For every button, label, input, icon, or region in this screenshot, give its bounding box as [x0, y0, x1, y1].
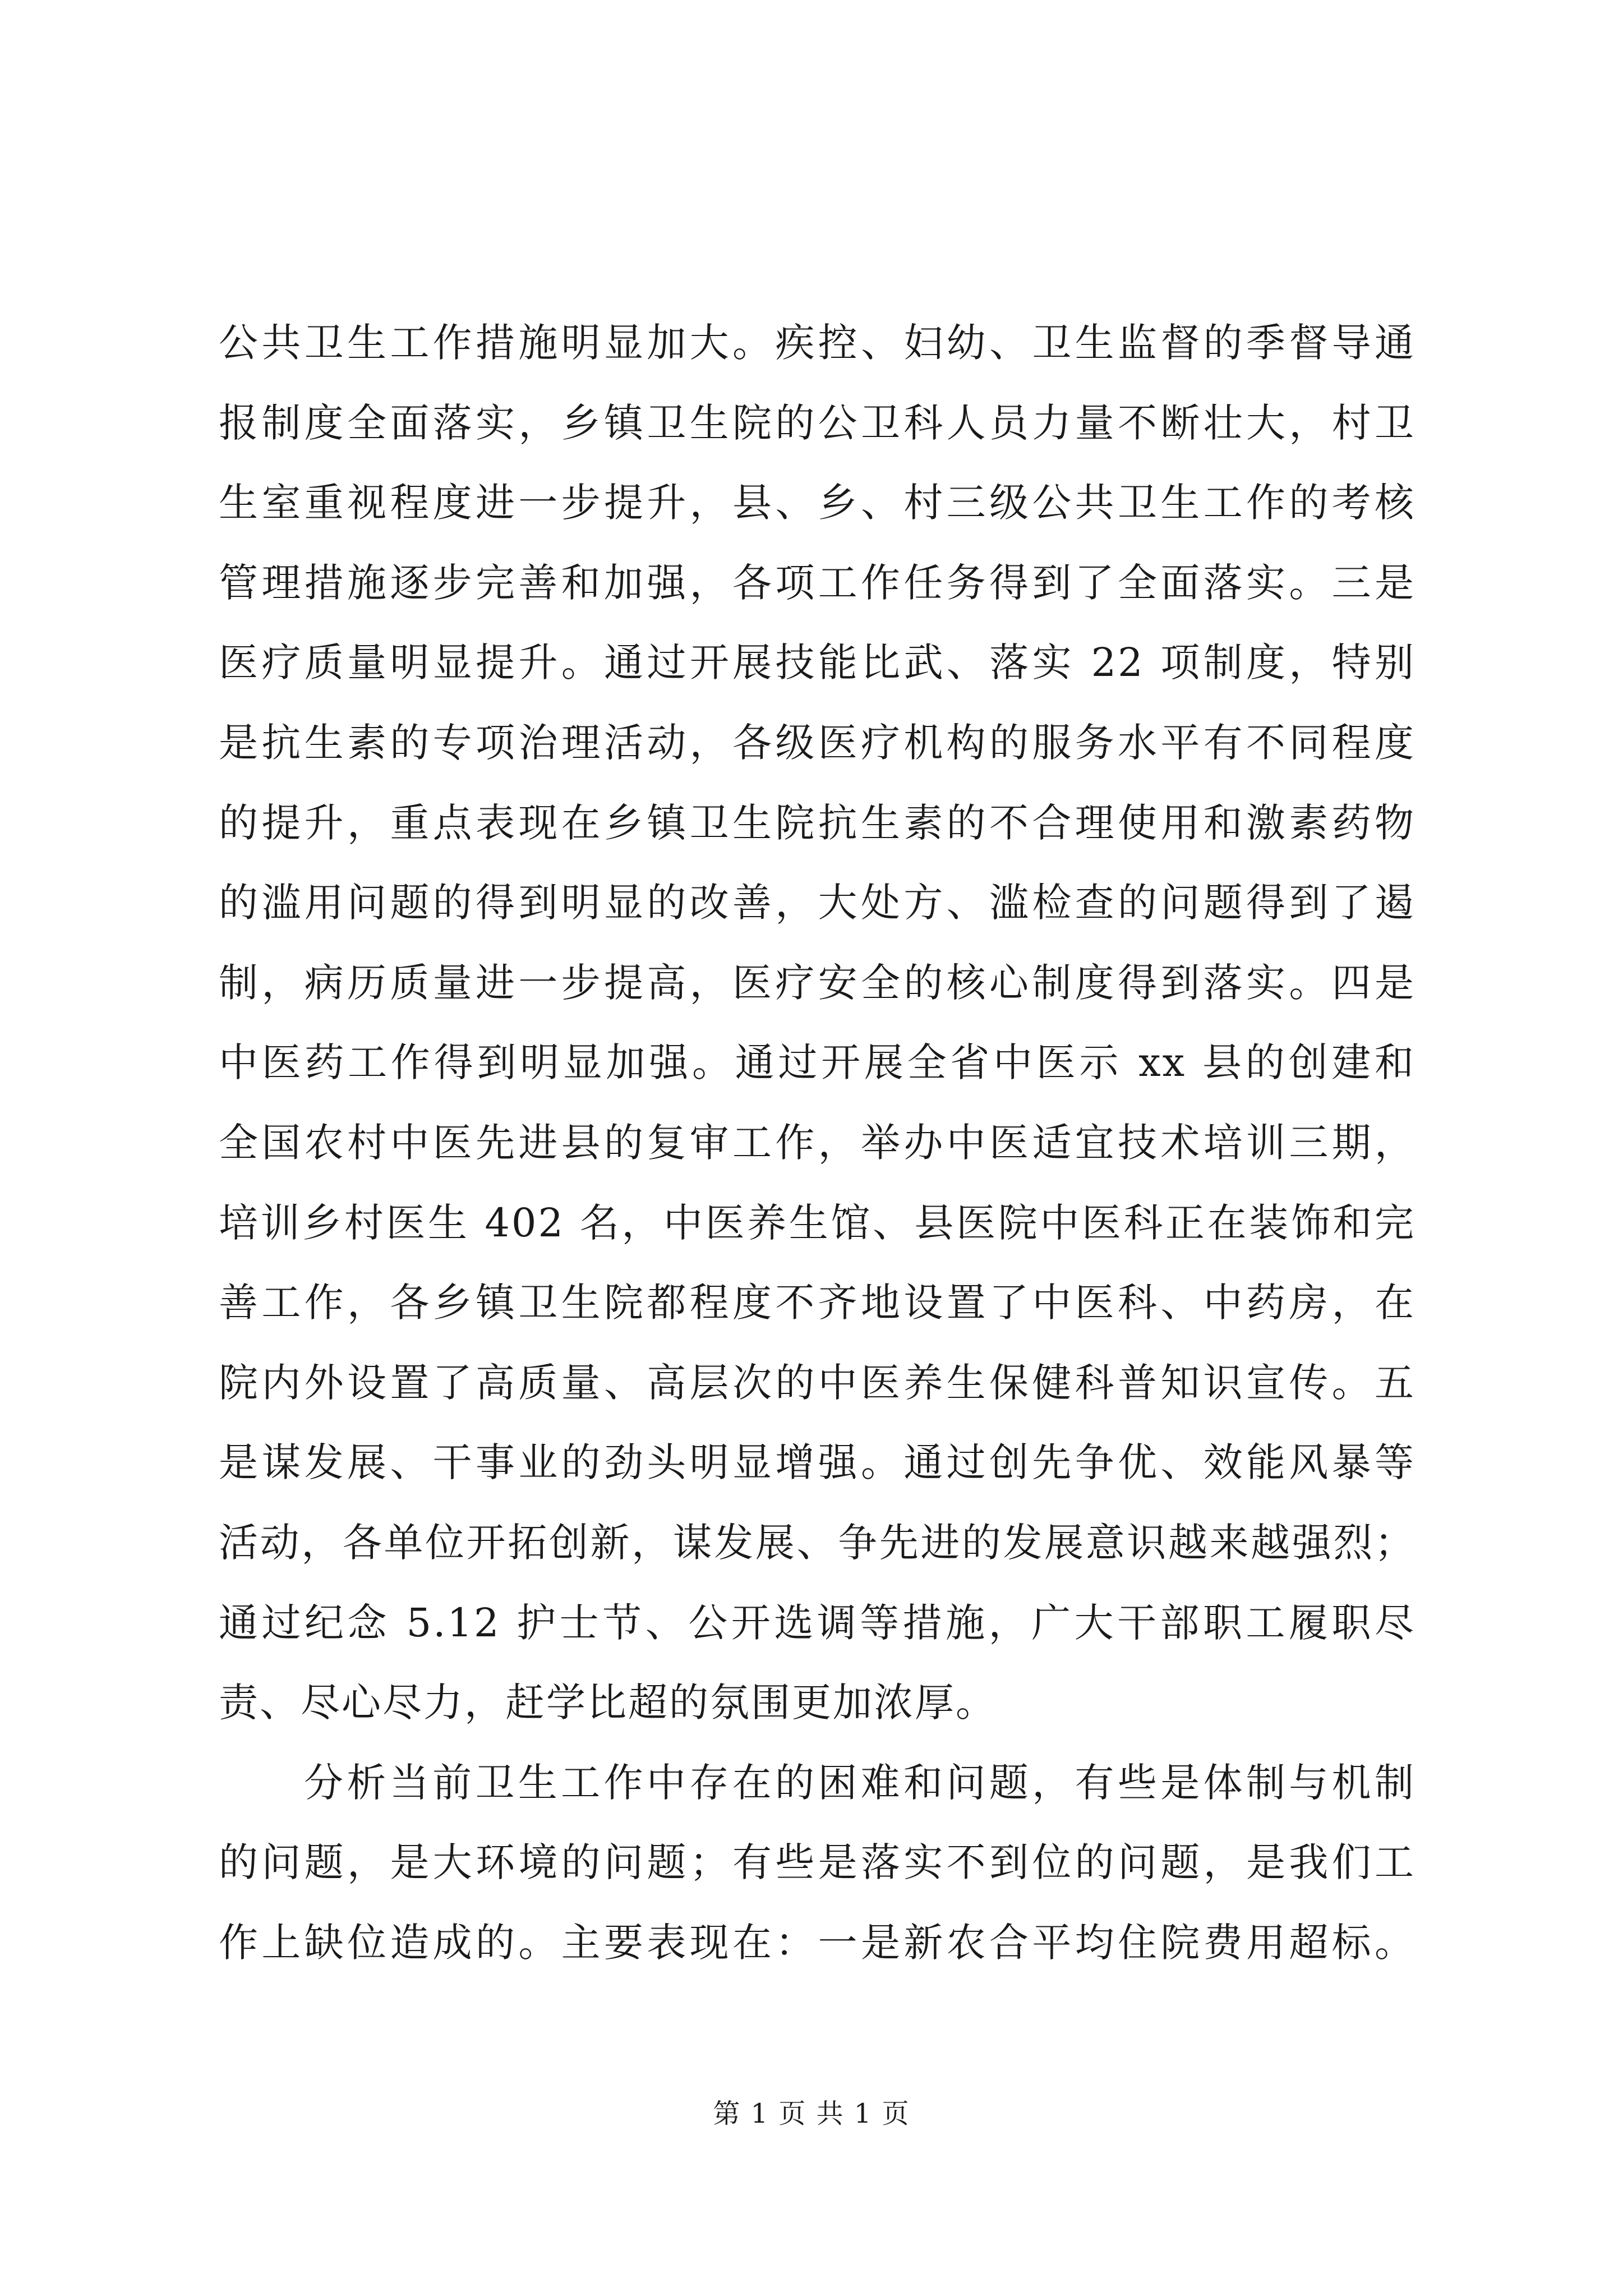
- text-line: 生室重视程度进一步提升，县、乡、村三级公共卫生工作的考核: [219, 480, 1415, 526]
- text-line: 制，病历质量进一步提高，医疗安全的核心制度得到落实。四是: [219, 959, 1415, 1006]
- text-line: 培训乡村医生 402 名，中医养生馆、县医院中医科正在装饰和完: [219, 1199, 1415, 1246]
- text-line-paragraph-start: 分析当前卫生工作中存在的困难和问题，有些是体制与机制: [304, 1759, 1415, 1806]
- text-line: 通过纪念 5.12 护士节、公开选调等措施，广大干部职工履职尽: [219, 1599, 1415, 1646]
- text-line: 的滥用问题的得到明显的改善，大处方、滥检查的问题得到了遏: [219, 880, 1415, 926]
- text-line: 公共卫生工作措施明显加大。疾控、妇幼、卫生监督的季督导通: [219, 320, 1415, 366]
- text-line: 是抗生素的专项治理活动，各级医疗机构的服务水平有不同程度: [219, 719, 1415, 766]
- text-line: 作上缺位造成的。主要表现在：一是新农合平均住院费用超标。: [219, 1919, 1415, 1966]
- page-footer: 第 1 页 共 1 页: [713, 2098, 910, 2129]
- text-line: 报制度全面落实，乡镇卫生院的公卫科人员力量不断壮大，村卫: [219, 399, 1415, 446]
- text-line: 医疗质量明显提升。通过开展技能比武、落实 22 项制度，特别: [219, 639, 1415, 686]
- text-line-paragraph-end: 责、尽心尽力，赶学比超的氛围更加浓厚。: [219, 1680, 997, 1726]
- text-line: 是谋发展、干事业的劲头明显增强。通过创先争优、效能风暴等: [219, 1439, 1415, 1486]
- text-line: 中医药工作得到明显加强。通过开展全省中医示 xx 县的创建和: [219, 1039, 1415, 1086]
- text-line: 的提升，重点表现在乡镇卫生院抗生素的不合理使用和激素药物: [219, 799, 1415, 846]
- text-line: 管理措施逐步完善和加强，各项工作任务得到了全面落实。三是: [219, 559, 1415, 606]
- body-text: [219, 303, 1415, 1982]
- text-line: 活动，各单位开拓创新，谋发展、争先进的发展意识越来越强烈；: [219, 1519, 1415, 1566]
- text-line: 全国农村中医先进县的复审工作，举办中医适宜技术培训三期，: [219, 1119, 1415, 1166]
- text-line: 善工作，各乡镇卫生院都程度不齐地设置了中医科、中药房，在: [219, 1280, 1415, 1326]
- text-line: 院内外设置了高质量、高层次的中医养生保健科普知识宣传。五: [219, 1359, 1415, 1406]
- text-line: 的问题，是大环境的问题；有些是落实不到位的问题，是我们工: [219, 1839, 1415, 1886]
